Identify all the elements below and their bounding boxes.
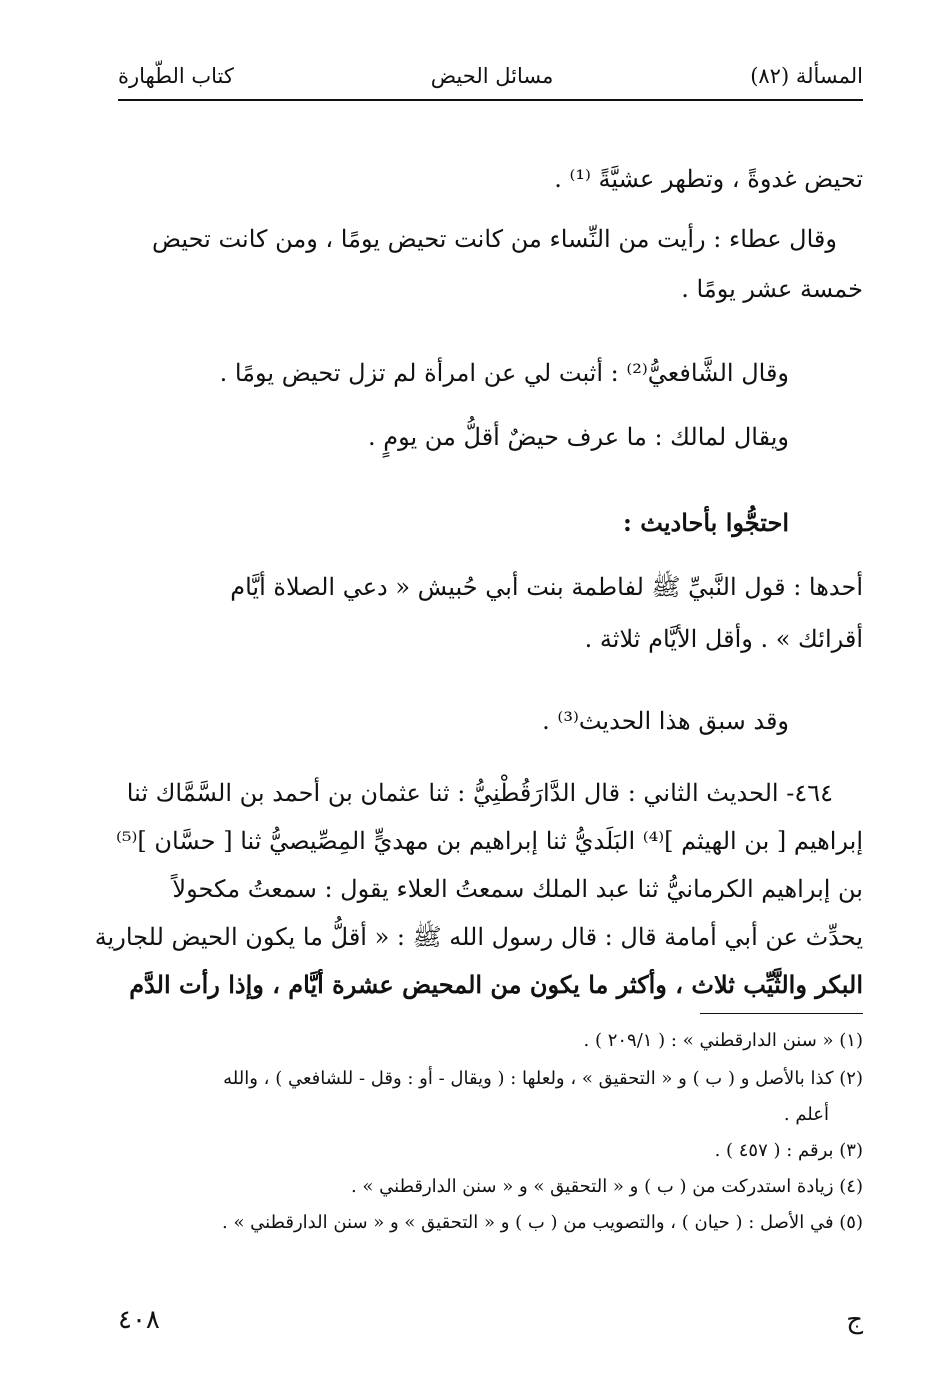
page-number: ٤٠٨ xyxy=(118,1305,160,1335)
text-line: البكر والثَّيِّب ثلاث ، وأكثر ما يكون من المحيض عشرة أيَّام ، وإذا رأت الدَّم xyxy=(129,970,863,999)
text-line: ويقال لمالك : ما عرف حيضٌ أقلُّ من يومٍ . xyxy=(367,423,789,451)
header-chapter-title: مسائل الحيض xyxy=(430,64,554,88)
running-header xyxy=(118,58,863,94)
footnote-divider xyxy=(700,1013,863,1014)
text-line: وقال الشَّافعيُّ⁽²⁾ : أثبت لي عن امرأة لم تزل تحيض يومًا . xyxy=(219,359,789,387)
footnote-3: (٣) برقم : ( ٤٥٧ ) . xyxy=(714,1140,863,1161)
text-line: بن إبراهيم الكرمانيُّ ثنا عبد الملك سمعتُ العلاء يقول : سمعتُ مكحولاً xyxy=(172,875,863,903)
header-issue-number: المسألة (٨٢) xyxy=(750,64,863,88)
header-divider xyxy=(118,99,863,101)
hadith-number-line: ٤٦٤- الحديث الثاني : قال الدَّارَقُطْنِيُّ : ثنا عثمان بن أحمد بن السَّمَّاك ثنا xyxy=(126,779,833,807)
main-text xyxy=(94,150,863,1010)
signature-mark: ج xyxy=(846,1305,863,1335)
text-line: تحيض غدوةً ، وتطهر عشيَّةً ⁽¹⁾ . xyxy=(554,165,863,193)
footnote-5: (٥) في الأصل : ( حيان ) ، والتصويب من ( ب ) و « التحقيق » و « سنن الدارقطني » . xyxy=(222,1212,863,1233)
section-heading: احتجُّوا بأحاديث : xyxy=(623,508,789,537)
header-book-title: كتاب الطّهارة xyxy=(118,64,234,88)
text-line: وقال عطاء : رأيت من النِّساء من كانت تحيض يومًا ، ومن كانت تحيض xyxy=(152,225,837,253)
page-footer xyxy=(118,1300,863,1340)
text-line: يحدِّث عن أبي أمامة قال : قال رسول الله ﷺ : « أقلُّ ما يكون الحيض للجارية xyxy=(94,923,863,951)
text-line: أقرائك » . وأقل الأيَّام ثلاثة . xyxy=(584,625,863,653)
footnote-4: (٤) زيادة استدركت من ( ب ) و « التحقيق » و « سنن الدارقطني » . xyxy=(350,1176,863,1197)
text-line: أحدها : قول النَّبيِّ ﷺ لفاطمة بنت أبي حُبيش « دعي الصلاة أيَّام xyxy=(230,573,863,601)
footnote-2: (٢) كذا بالأصل و ( ب ) و « التحقيق » ، ولعلها : ( ويقال - أو : وقل - للشافعي ) ، والله xyxy=(223,1068,863,1089)
text-line: وقد سبق هذا الحديث⁽³⁾ . xyxy=(542,707,789,735)
text-line: إبراهيم [ بن الهيثم ]⁽⁴⁾ البَلَديُّ ثنا إبراهيم بن مهديٍّ المِصِّيصيُّ ثنا [ حسَّان ]⁽⁵⁾ xyxy=(116,827,863,855)
footnote-2-continuation: أعلم . xyxy=(783,1104,829,1125)
footnote-1: (١) « سنن الدارقطني » : ( ٢٠٩/١ ) . xyxy=(583,1030,863,1051)
text-line: خمسة عشر يومًا . xyxy=(681,275,863,303)
